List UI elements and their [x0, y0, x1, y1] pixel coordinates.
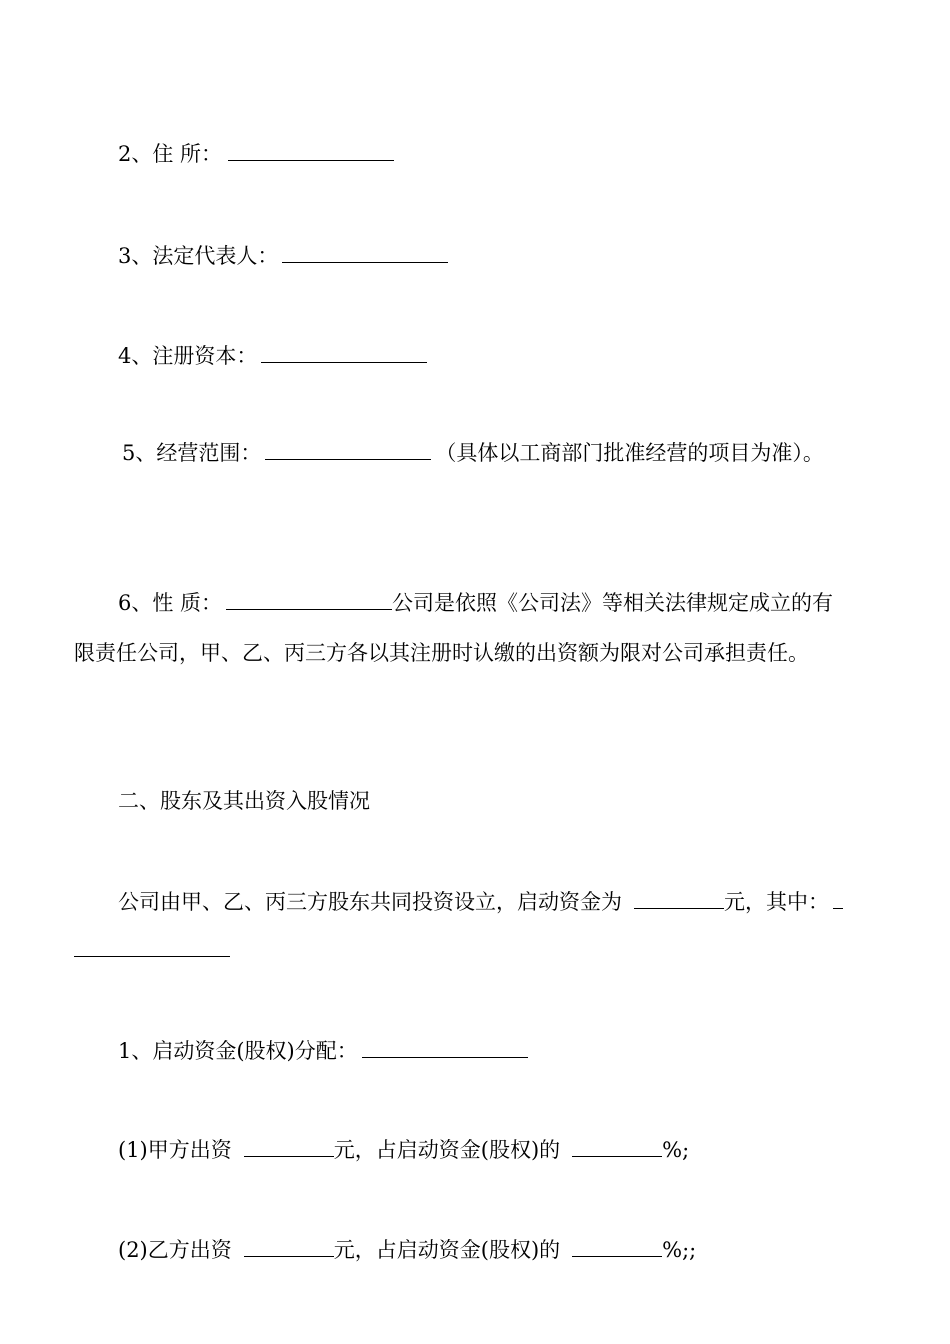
section-heading-shareholders: 二、股东及其出资入股情况 [118, 789, 370, 813]
item-party-b-contribution [118, 1234, 696, 1265]
label-capital-allocation: 1、启动资金(股权)分配： [118, 1039, 358, 1063]
item-legal-representative [118, 240, 448, 271]
blank-party-b-amount [244, 1234, 334, 1257]
startup-capital-unit: 元，其中： [724, 890, 829, 914]
party-a-percent-suffix: %; [662, 1138, 690, 1162]
item-nature [118, 587, 833, 618]
startup-capital-text: 公司由甲、乙、丙三方股东共同投资设立，启动资金为 [118, 890, 622, 914]
blank-startup-capital [634, 886, 724, 909]
label-address: 2、住 所： [118, 142, 223, 166]
blank-party-a-amount [244, 1134, 334, 1157]
party-b-label: (2)乙方出资 [118, 1238, 232, 1262]
blank-startup-capital-detail [833, 886, 843, 909]
nature-text-continued: 限责任公司，甲、乙、丙三方各以其注册时认缴的出资额为限对公司承担责任。 [74, 641, 809, 665]
blank-address [228, 138, 394, 161]
party-b-percent-suffix: %;; [662, 1238, 697, 1262]
label-legal-representative: 3、法定代表人： [118, 244, 279, 268]
blank-party-b-percent [572, 1234, 662, 1257]
label-business-scope: 5、经营范围： [122, 441, 262, 465]
blank-startup-capital-detail-continued [74, 934, 230, 957]
party-a-share-text: 元，占启动资金(股权)的 [333, 1138, 561, 1162]
blank-registered-capital [261, 340, 427, 363]
nature-text: 公司是依照《公司法》等相关法律规定成立的有 [392, 591, 834, 615]
blank-nature [226, 587, 392, 610]
item-registered-capital [118, 340, 427, 371]
blank-capital-allocation [362, 1035, 528, 1058]
blank-business-scope [265, 437, 431, 460]
item-business-scope [122, 437, 824, 468]
party-a-label: (1)甲方出资 [118, 1138, 232, 1162]
blank-party-a-percent [572, 1134, 662, 1157]
item-capital-allocation [118, 1035, 528, 1066]
business-scope-note: （具体以工商部门批准经营的项目为准）。 [435, 441, 824, 465]
label-registered-capital: 4、注册资本： [118, 344, 258, 368]
paragraph-startup-capital [118, 886, 843, 917]
party-b-share-text: 元，占启动资金(股权)的 [333, 1238, 561, 1262]
label-nature: 6、性 质： [118, 591, 223, 615]
item-party-a-contribution [118, 1134, 689, 1165]
blank-legal-representative [282, 240, 448, 263]
item-address [118, 138, 394, 169]
